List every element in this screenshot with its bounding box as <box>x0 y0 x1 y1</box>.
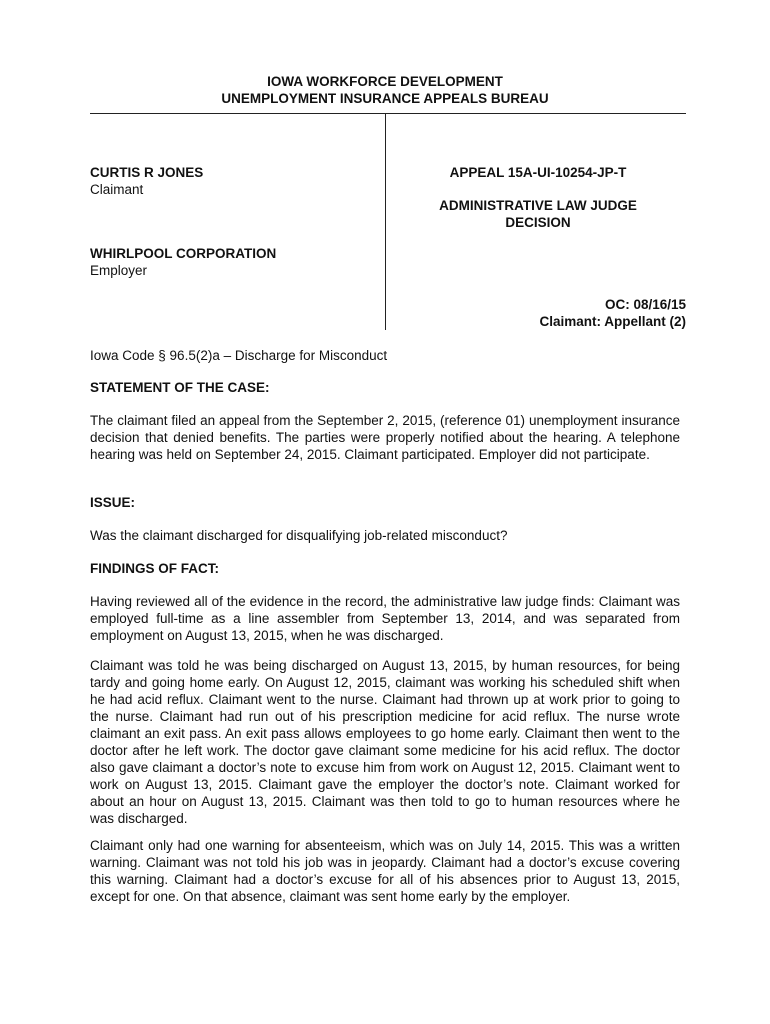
statement-heading: STATEMENT OF THE CASE: <box>90 380 270 395</box>
findings-paragraph-2 <box>90 657 680 827</box>
agency-name: IOWA WORKFORCE DEVELOPMENT <box>267 74 503 89</box>
oc-date: OC: 08/16/15 <box>604 297 686 312</box>
claimant-role: Claimant <box>90 182 144 197</box>
appeal-number: APPEAL 15A-UI-10254-JP-T <box>449 165 627 180</box>
bureau-name: UNEMPLOYMENT INSURANCE APPEALS BUREAU <box>221 91 549 106</box>
findings-paragraph: Having reviewed all of the evidence in the record, the administrative law judge finds: Claimant was employed full-time as a line assembler from September 13, 2014, and was separated from employment on August 13, 2015, when he was discharged. <box>90 594 680 643</box>
caption-vertical-rule <box>385 113 386 330</box>
decision-title <box>390 197 686 231</box>
findings-paragraph-3 <box>90 837 680 905</box>
issue-paragraph: Was the claimant discharged for disqualifying job-related misconduct? <box>90 528 508 543</box>
oc-block <box>390 296 686 330</box>
findings-paragraph: Claimant only had one warning for absenteeism, which was on July 14, 2015. This was a written warning. Claimant was not told his job was in jeopardy. Claimant had a doctor’s excuse covering this warning. Claimant had a doctor’s excuse for all of his absences prior to August 13, 2015, except for one. On that absence, claimant was sent home early by the employer. <box>90 838 680 904</box>
issue-text <box>90 527 680 544</box>
decision-title-line2: DECISION <box>505 215 571 230</box>
code-reference: Iowa Code § 96.5(2)a – Discharge for Misconduct <box>90 348 388 363</box>
decision-title-line1: ADMINISTRATIVE LAW JUDGE <box>439 198 637 213</box>
issue-heading: ISSUE: <box>90 495 136 510</box>
claimant-block <box>90 164 203 198</box>
findings-heading: FINDINGS OF FACT: <box>90 561 219 576</box>
claimant-name: CURTIS R JONES <box>90 165 204 180</box>
findings-paragraph: Claimant was told he was being discharged on August 13, 2015, by human resources, for being tardy and going home early. On August 12, 2015, claimant was working his scheduled shift when he had acid reflux. Claimant went to the nurse. Claimant had thrown up at work prior to going to the nurse. Claimant had run out of his prescription medicine for acid reflux. The nurse wrote claimant an exit pass. An exit pass allows employees to go home early. Claimant then went to the doctor after he left work. The doctor gave claimant some medicine for his acid reflux. The doctor also gave claimant a doctor’s note to excuse him from work on August 12, 2015. Claimant went to work on August 13, 2015. Claimant gave the employer the doctor’s note. Claimant worked for about an hour on August 13, 2015. Claimant was then told to go to human resources where he was discharged. <box>90 658 680 826</box>
agency-header <box>0 73 770 107</box>
caption-horizontal-rule <box>90 113 686 114</box>
claimant-status: Claimant: Appellant (2) <box>539 314 686 329</box>
employer-block <box>90 245 276 279</box>
statement-paragraph: The claimant filed an appeal from the September 2, 2015, (reference 01) unemployment insurance decision that denied benefits. The parties were properly notified about the hearing. A telephone hearing was held on September 24, 2015. Claimant participated. Employer did not participate. <box>90 413 680 462</box>
statement-text <box>90 412 680 463</box>
employer-role: Employer <box>90 263 148 278</box>
employer-name: WHIRLPOOL CORPORATION <box>90 246 277 261</box>
findings-paragraph-1 <box>90 593 680 644</box>
